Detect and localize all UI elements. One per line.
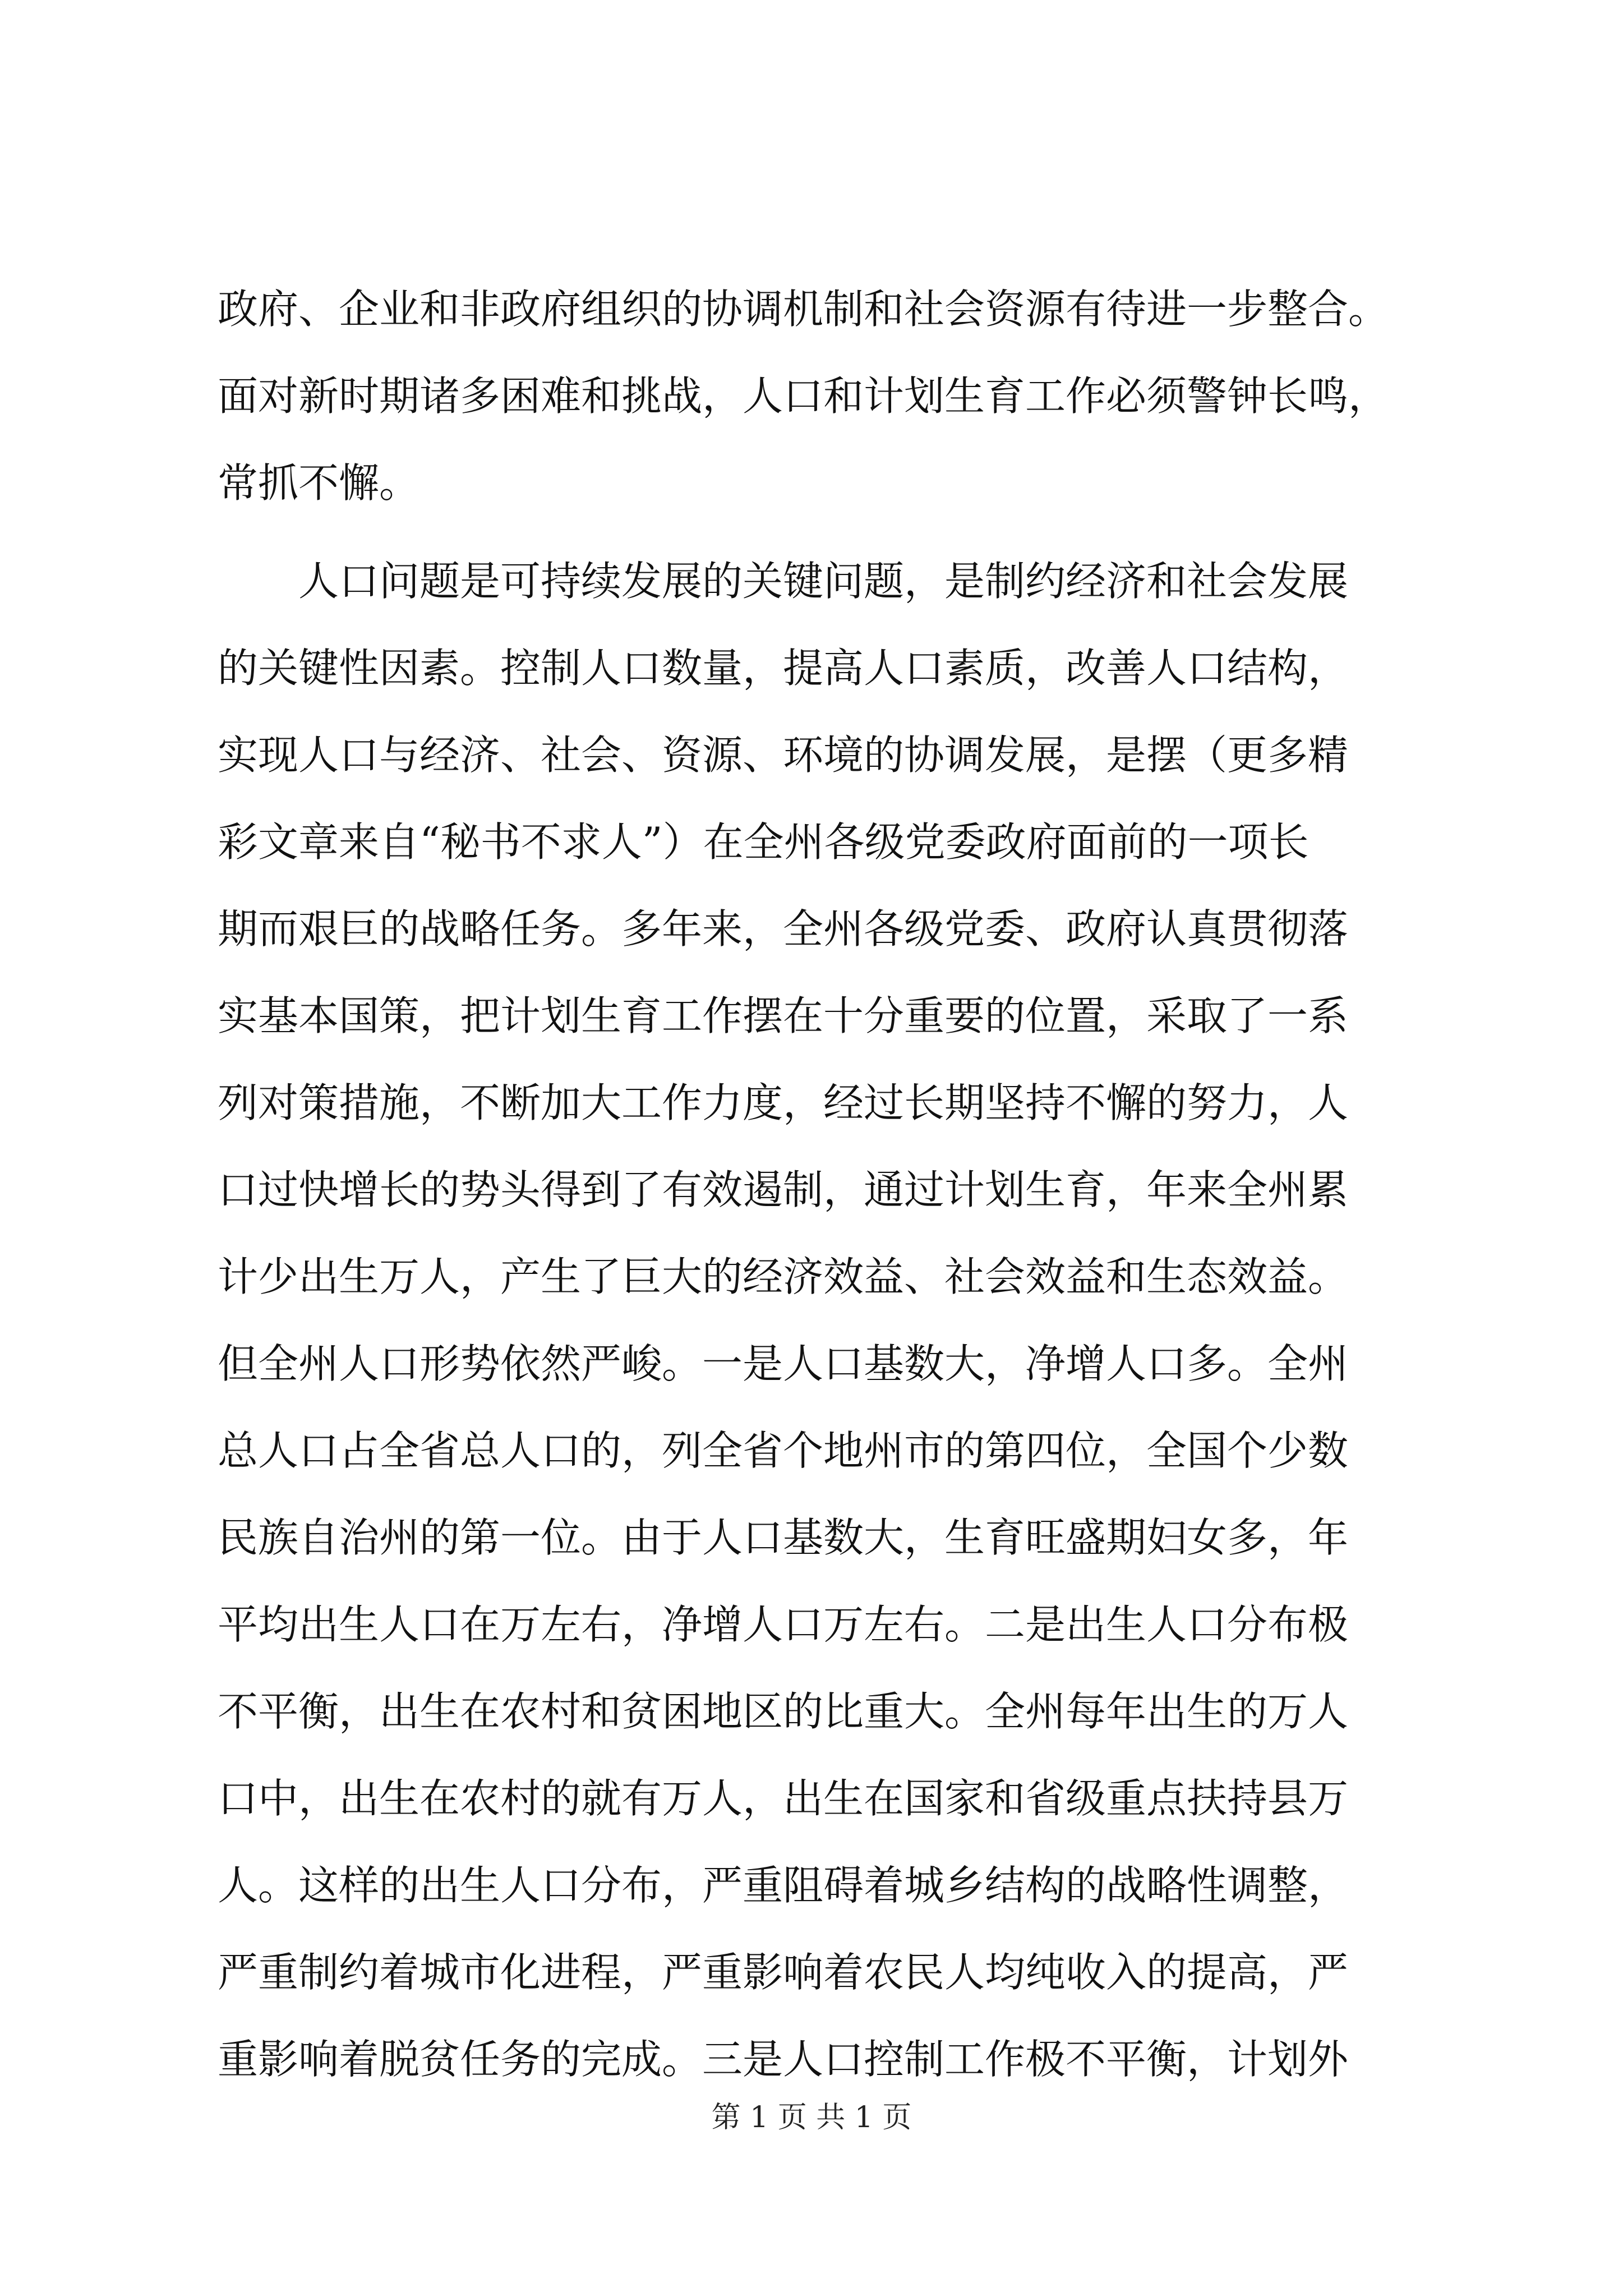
paragraph-2 [218,538,1437,2103]
text-line: 实现人口与经济、社会、资源、环境的协调发展，是摆（更多精 [218,731,1349,779]
text-line: 政府、企业和非政府组织的协调机制和社会资源有待进一步整合。 [218,286,1389,333]
text-line: 平均出生人口在万左右，净增人口万左右。二是出生人口分布极 [218,1601,1349,1648]
page-number: 第 1 页 共 1 页 [711,2101,912,2134]
text-line: 人口问题是可持续发展的关键问题，是制约经济和社会发展 [218,558,1349,605]
paragraph-1 [218,266,1437,527]
text-line: 面对新时期诸多困难和挑战，人口和计划生育工作必须警钟长鸣， [218,372,1389,420]
text-line: 计少出生万人，产生了巨大的经济效益、社会效益和生态效益。 [218,1253,1349,1300]
text-line: 常抓不懈。 [218,459,420,507]
body-text [218,266,1437,2103]
text-line: 严重制约着城市化进程，严重影响着农民人均纯收入的提高，严 [218,1949,1349,1996]
text-line: 口过快增长的势头得到了有效遏制，通过计划生育，年来全州累 [218,1166,1349,1213]
text-line: 人。这样的出生人口分布，严重阻碍着城乡结构的战略性调整， [218,1862,1349,1909]
text-line: 彩文章来自“秘书不求人”）在全州各级党委政府面前的一项长 [218,818,1309,866]
paragraph-gap [218,527,1437,538]
text-line: 期而艰巨的战略任务。多年来，全州各级党委、政府认真贯彻落 [218,905,1349,953]
text-line: 不平衡，出生在农村和贫困地区的比重大。全州每年出生的万人 [218,1688,1349,1735]
text-line: 但全州人口形势依然严峻。一是人口基数大，净增人口多。全州 [218,1340,1349,1387]
page-footer [0,2098,1623,2137]
text-line: 重影响着脱贫任务的完成。三是人口控制工作极不平衡，计划外 [218,2036,1349,2083]
text-line: 口中，出生在农村的就有万人，出生在国家和省级重点扶持县万 [218,1775,1349,1822]
text-line: 列对策措施，不断加大工作力度，经过长期坚持不懈的努力，人 [218,1079,1349,1126]
text-line: 的关键性因素。控制人口数量，提高人口素质，改善人口结构， [218,645,1349,692]
text-line: 实基本国策，把计划生育工作摆在十分重要的位置，采取了一系 [218,992,1349,1039]
text-line: 民族自治州的第一位。由于人口基数大，生育旺盛期妇女多，年 [218,1514,1349,1561]
text-line: 总人口占全省总人口的，列全省个地州市的第四位，全国个少数 [218,1427,1349,1474]
